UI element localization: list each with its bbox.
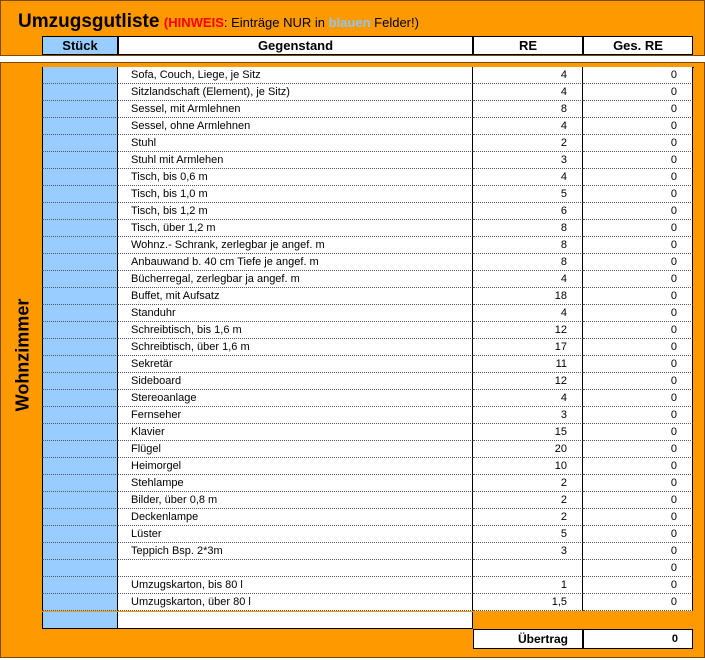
item-ges-re: 0 [583,67,693,84]
hint-text-2: Felder!) [370,15,419,30]
item-ges-re: 0 [583,373,693,390]
item-ges-re: 0 [583,220,693,237]
stueck-input[interactable] [42,67,118,84]
table-row [42,543,694,560]
stueck-input[interactable] [42,152,118,169]
item-re [473,560,583,577]
table-row [42,152,694,169]
item-ges-re: 0 [583,424,693,441]
item-re: 8 [473,220,583,237]
item-name: Tisch, bis 1,0 m [118,186,473,203]
column-header-ges-re: Ges. RE [583,36,693,55]
item-re: 2 [473,475,583,492]
item-name: Teppich Bsp. 2*3m [118,543,473,560]
item-name: Heimorgel [118,458,473,475]
item-ges-re: 0 [583,560,693,577]
item-ges-re: 0 [583,288,693,305]
item-ges-re: 0 [583,135,693,152]
item-re: 2 [473,509,583,526]
column-header-gegenstand: Gegenstand [118,36,473,55]
stueck-input[interactable] [42,424,118,441]
hint-blue-word: blauen [328,15,371,30]
stueck-input[interactable] [42,577,118,594]
table-row [42,356,694,373]
item-re: 4 [473,84,583,101]
item-name: Anbauwand b. 40 cm Tiefe je angef. m [118,254,473,271]
item-name: Bilder, über 0,8 m [118,492,473,509]
table-row [42,288,694,305]
item-name: Sofa, Couch, Liege, je Sitz [118,67,473,84]
table-row [42,169,694,186]
item-name: Umzugskarton, bis 80 l [118,577,473,594]
item-re: 1 [473,577,583,594]
item-re: 10 [473,458,583,475]
item-ges-re: 0 [583,441,693,458]
stueck-input[interactable] [42,373,118,390]
item-re: 4 [473,67,583,84]
item-name: Tisch, bis 0,6 m [118,169,473,186]
item-name: Sideboard [118,373,473,390]
table-row [42,373,694,390]
hint-label: HINWEIS [168,15,224,30]
table-row [42,101,694,118]
table-row [42,458,694,475]
hint-open: ( [163,15,169,30]
item-re: 4 [473,390,583,407]
stueck-input-empty[interactable] [42,612,118,629]
item-name: Schreibtisch, bis 1,6 m [118,322,473,339]
item-ges-re: 0 [583,84,693,101]
item-re: 3 [473,543,583,560]
item-ges-re: 0 [583,458,693,475]
item-re: 8 [473,237,583,254]
stueck-input[interactable] [42,594,118,611]
stueck-input[interactable] [42,101,118,118]
item-re: 2 [473,135,583,152]
table-row [42,254,694,271]
item-name: Fernseher [118,407,473,424]
item-name: Stuhl mit Armlehen [118,152,473,169]
stueck-input[interactable] [42,288,118,305]
hint-text-1: : Einträge NUR in [223,15,329,30]
item-name: Wohnz.- Schrank, zerlegbar je angef. m [118,237,473,254]
item-re: 8 [473,254,583,271]
item-ges-re: 0 [583,169,693,186]
item-re: 2 [473,492,583,509]
stueck-input[interactable] [42,254,118,271]
item-re: 3 [473,152,583,169]
item-name: Klavier [118,424,473,441]
item-table [42,67,694,611]
item-re: 17 [473,339,583,356]
item-ges-re: 0 [583,526,693,543]
table-row [42,390,694,407]
item-ges-re: 0 [583,475,693,492]
item-name: Lüster [118,526,473,543]
item-re: 8 [473,101,583,118]
stueck-input[interactable] [42,390,118,407]
table-row [42,237,694,254]
stueck-input[interactable] [42,475,118,492]
item-re: 5 [473,186,583,203]
item-re: 1,5 [473,594,583,611]
item-re: 12 [473,373,583,390]
stueck-input[interactable] [42,441,118,458]
stueck-input[interactable] [42,203,118,220]
column-header-stueck: Stück [42,36,118,55]
item-name: Sessel, ohne Armlehnen [118,118,473,135]
item-ges-re: 0 [583,237,693,254]
table-row [42,424,694,441]
item-cell-empty [118,612,473,629]
table-row [42,560,694,577]
item-ges-re: 0 [583,101,693,118]
table-row [42,135,694,152]
item-re: 3 [473,407,583,424]
stueck-input[interactable] [42,237,118,254]
stueck-input[interactable] [42,186,118,203]
item-ges-re: 0 [583,543,693,560]
table-row [42,84,694,101]
table-row [42,203,694,220]
item-re: 6 [473,203,583,220]
item-re: 11 [473,356,583,373]
item-ges-re: 0 [583,509,693,526]
table-row [42,305,694,322]
item-name: Umzugskarton, über 80 l [118,594,473,611]
item-ges-re: 0 [583,186,693,203]
stueck-input[interactable] [42,543,118,560]
empty-row [42,612,694,629]
item-name: Stereoanlage [118,390,473,407]
table-row [42,441,694,458]
page-title: Umzugsgutliste [18,11,160,32]
item-re: 15 [473,424,583,441]
table-row [42,339,694,356]
item-ges-re: 0 [583,322,693,339]
stueck-input[interactable] [42,84,118,101]
item-ges-re: 0 [583,152,693,169]
item-name: Sessel, mit Armlehnen [118,101,473,118]
item-re: 12 [473,322,583,339]
item-name: Sitzlandschaft (Element), je Sitz) [118,84,473,101]
stueck-input[interactable] [42,526,118,543]
hint-text [164,15,419,30]
item-name: Flügel [118,441,473,458]
stueck-input[interactable] [42,305,118,322]
section-label [9,298,37,412]
item-name: Stuhl [118,135,473,152]
table-row [42,577,694,594]
item-ges-re: 0 [583,594,693,611]
stueck-input[interactable] [42,339,118,356]
item-name: Standuhr [118,305,473,322]
table-row [42,67,694,84]
table-row [42,271,694,288]
table-row [42,118,694,135]
table-row [42,509,694,526]
item-name: Buffet, mit Aufsatz [118,288,473,305]
table-row [42,322,694,339]
table-row [42,407,694,424]
table-row [42,475,694,492]
table-row [42,526,694,543]
item-ges-re: 0 [583,203,693,220]
stueck-input[interactable] [42,458,118,475]
stueck-input[interactable] [42,220,118,237]
item-name: Sekretär [118,356,473,373]
stueck-input[interactable] [42,322,118,339]
item-ges-re: 0 [583,339,693,356]
table-row [42,186,694,203]
section-label-text: Wohnzimmer [12,298,33,412]
item-re: 4 [473,271,583,288]
item-name: Tisch, über 1,2 m [118,220,473,237]
stueck-input[interactable] [42,356,118,373]
stueck-input[interactable] [42,118,118,135]
item-name: Stehlampe [118,475,473,492]
stueck-input[interactable] [42,560,118,577]
item-ges-re: 0 [583,390,693,407]
item-name: Deckenlampe [118,509,473,526]
item-name: Schreibtisch, über 1,6 m [118,339,473,356]
item-ges-re: 0 [583,118,693,135]
item-ges-re: 0 [583,305,693,322]
item-re: 20 [473,441,583,458]
stueck-input[interactable] [42,169,118,186]
stueck-input[interactable] [42,492,118,509]
table-row [42,492,694,509]
uebertrag-label: Übertrag [473,629,583,649]
column-header-re: RE [473,36,583,55]
item-name [118,560,473,577]
item-re: 4 [473,169,583,186]
item-re: 5 [473,526,583,543]
item-name: Bücherregal, zerlegbar ja angef. m [118,271,473,288]
stueck-input[interactable] [42,509,118,526]
item-ges-re: 0 [583,271,693,288]
item-re: 4 [473,118,583,135]
item-name: Tisch, bis 1,2 m [118,203,473,220]
table-row [42,594,694,611]
item-ges-re: 0 [583,254,693,271]
item-re: 4 [473,305,583,322]
item-ges-re: 0 [583,407,693,424]
table-row [42,220,694,237]
stueck-input[interactable] [42,135,118,152]
item-ges-re: 0 [583,356,693,373]
item-ges-re: 0 [583,492,693,509]
item-ges-re: 0 [583,577,693,594]
stueck-input[interactable] [42,407,118,424]
item-re: 18 [473,288,583,305]
stueck-input[interactable] [42,271,118,288]
title-line [18,11,419,33]
uebertrag-value: 0 [583,629,693,649]
